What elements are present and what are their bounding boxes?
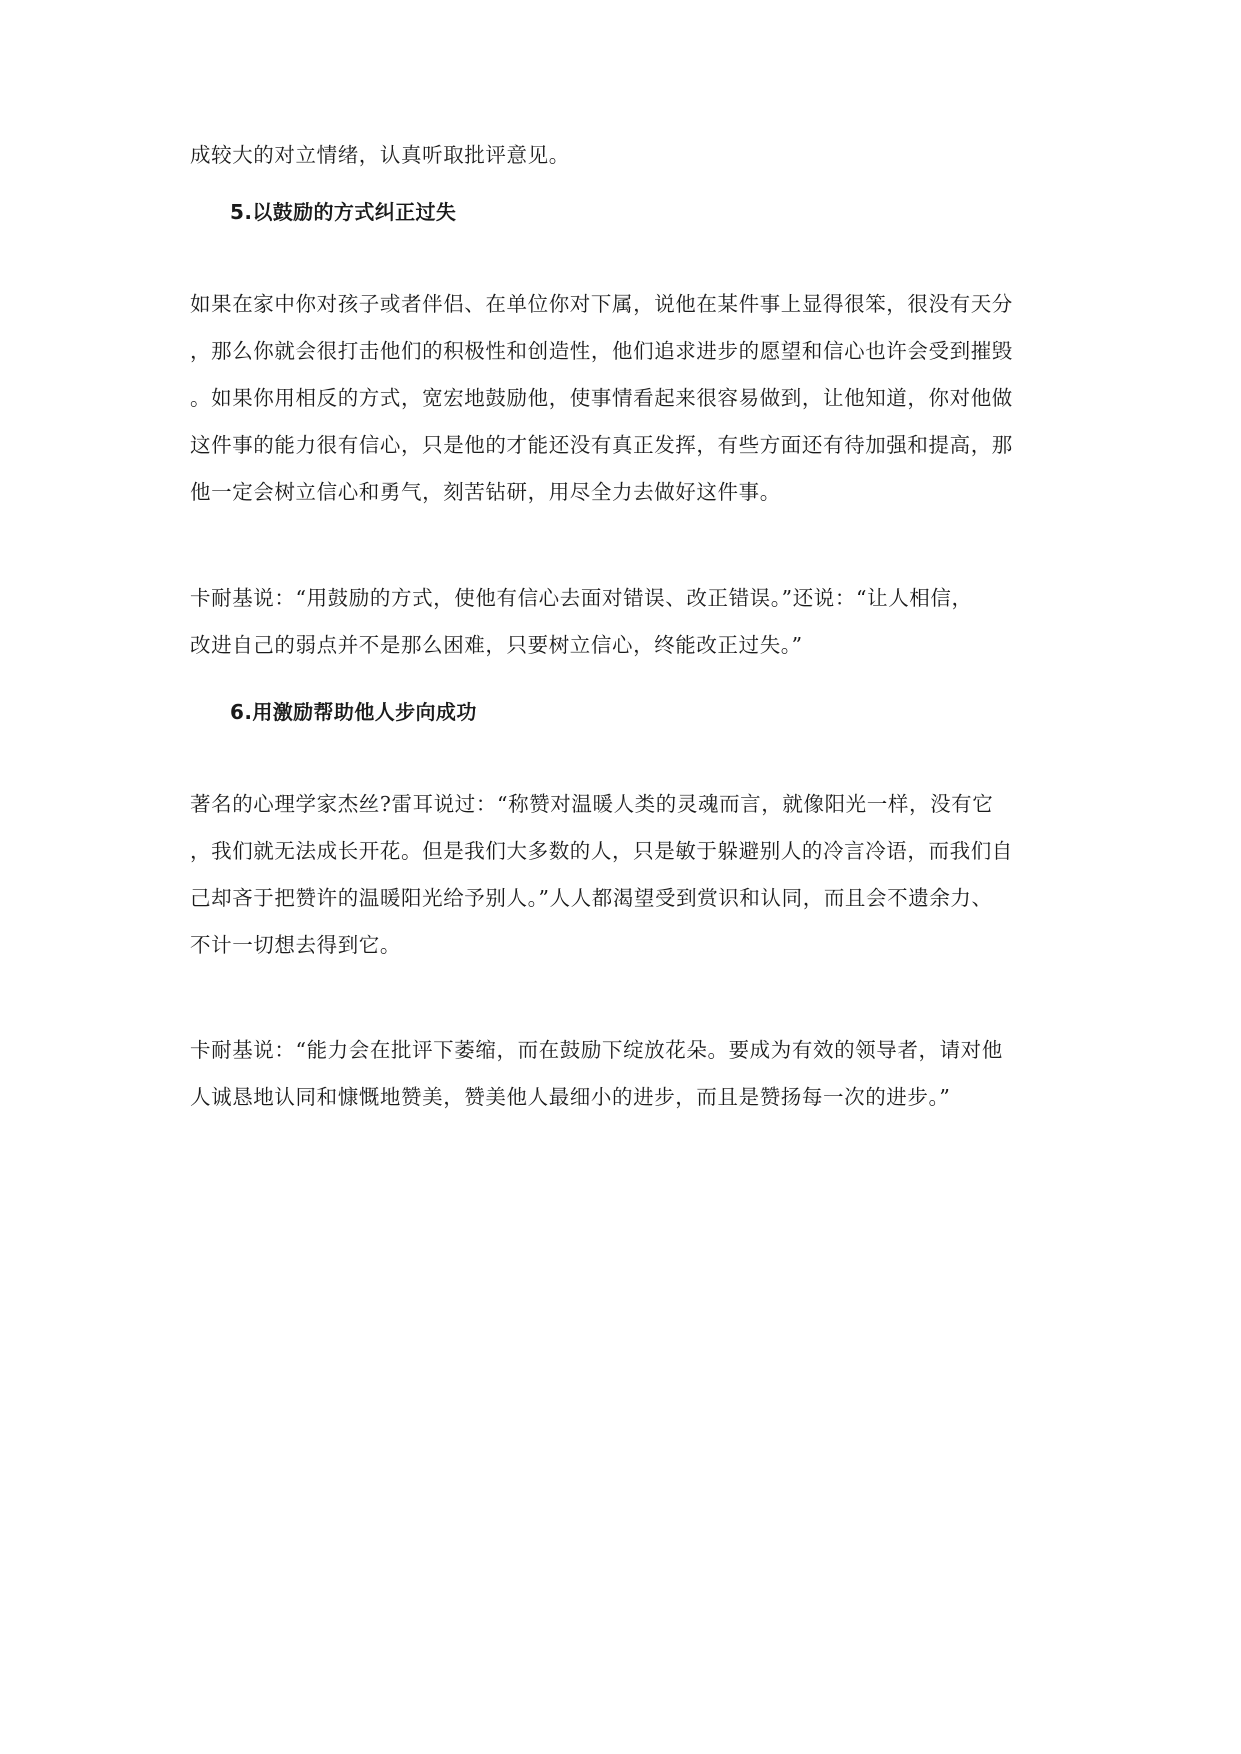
paragraph-line: 著名的心理学家杰丝?雷耳说过：“称赞对温暖人类的灵魂而言，就像阳光一样，没有它 xyxy=(190,792,994,816)
paragraph-line: 他一定会树立信心和勇气，刻苦钻研，用尽全力去做好这件事。 xyxy=(190,480,781,504)
paragraph-line: 卡耐基说：“能力会在批评下萎缩，而在鼓励下绽放花朵。要成为有效的领导者，请对他 xyxy=(190,1038,1003,1062)
section-6-paragraph-1 xyxy=(190,781,1050,969)
paragraph-line: 如果在家中你对孩子或者伴侣、在单位你对下属，说他在某件事上显得很笨，很没有天分 xyxy=(190,292,1013,316)
paragraph-line: 成较大的对立情绪，认真听取批评意见。 xyxy=(190,143,570,167)
intro-paragraph xyxy=(190,132,1050,179)
section-5-paragraph-2 xyxy=(190,575,1050,669)
paragraph-line: 不计一切想去得到它。 xyxy=(190,933,401,957)
section-6-paragraph-2 xyxy=(190,1027,1050,1121)
paragraph-line: 人诚恳地认同和慷慨地赞美，赞美他人最细小的进步，而且是赞扬每一次的进步。” xyxy=(190,1085,951,1109)
paragraph-line: 这件事的能力很有信心，只是他的才能还没有真正发挥，有些方面还有待加强和提高，那 xyxy=(190,433,1013,457)
paragraph-line: 卡耐基说：“用鼓励的方式，使他有信心去面对错误、改正错误。”还说：“让人相信， xyxy=(190,586,973,610)
section-5-heading: 5.以鼓励的方式纠正过失 xyxy=(230,200,457,224)
paragraph-line: 改进自己的弱点并不是那么困难，只要树立信心，终能改正过失。” xyxy=(190,633,803,657)
paragraph-line: 己却吝于把赞许的温暖阳光给予别人。”人人都渴望受到赏识和认同，而且会不遗余力、 xyxy=(190,886,993,910)
paragraph-line: 。如果你用相反的方式，宽宏地鼓励他，使事情看起来很容易做到，让他知道，你对他做 xyxy=(190,386,1013,410)
paragraph-line: ，我们就无法成长开花。但是我们大多数的人，只是敏于躲避别人的冷言冷语，而我们自 xyxy=(190,839,1013,863)
section-6-heading: 6.用激励帮助他人步向成功 xyxy=(230,700,477,724)
paragraph-line: ，那么你就会很打击他们的积极性和创造性，他们追求进步的愿望和信心也许会受到摧毁 xyxy=(190,339,1013,363)
section-5-paragraph-1 xyxy=(190,281,1050,516)
